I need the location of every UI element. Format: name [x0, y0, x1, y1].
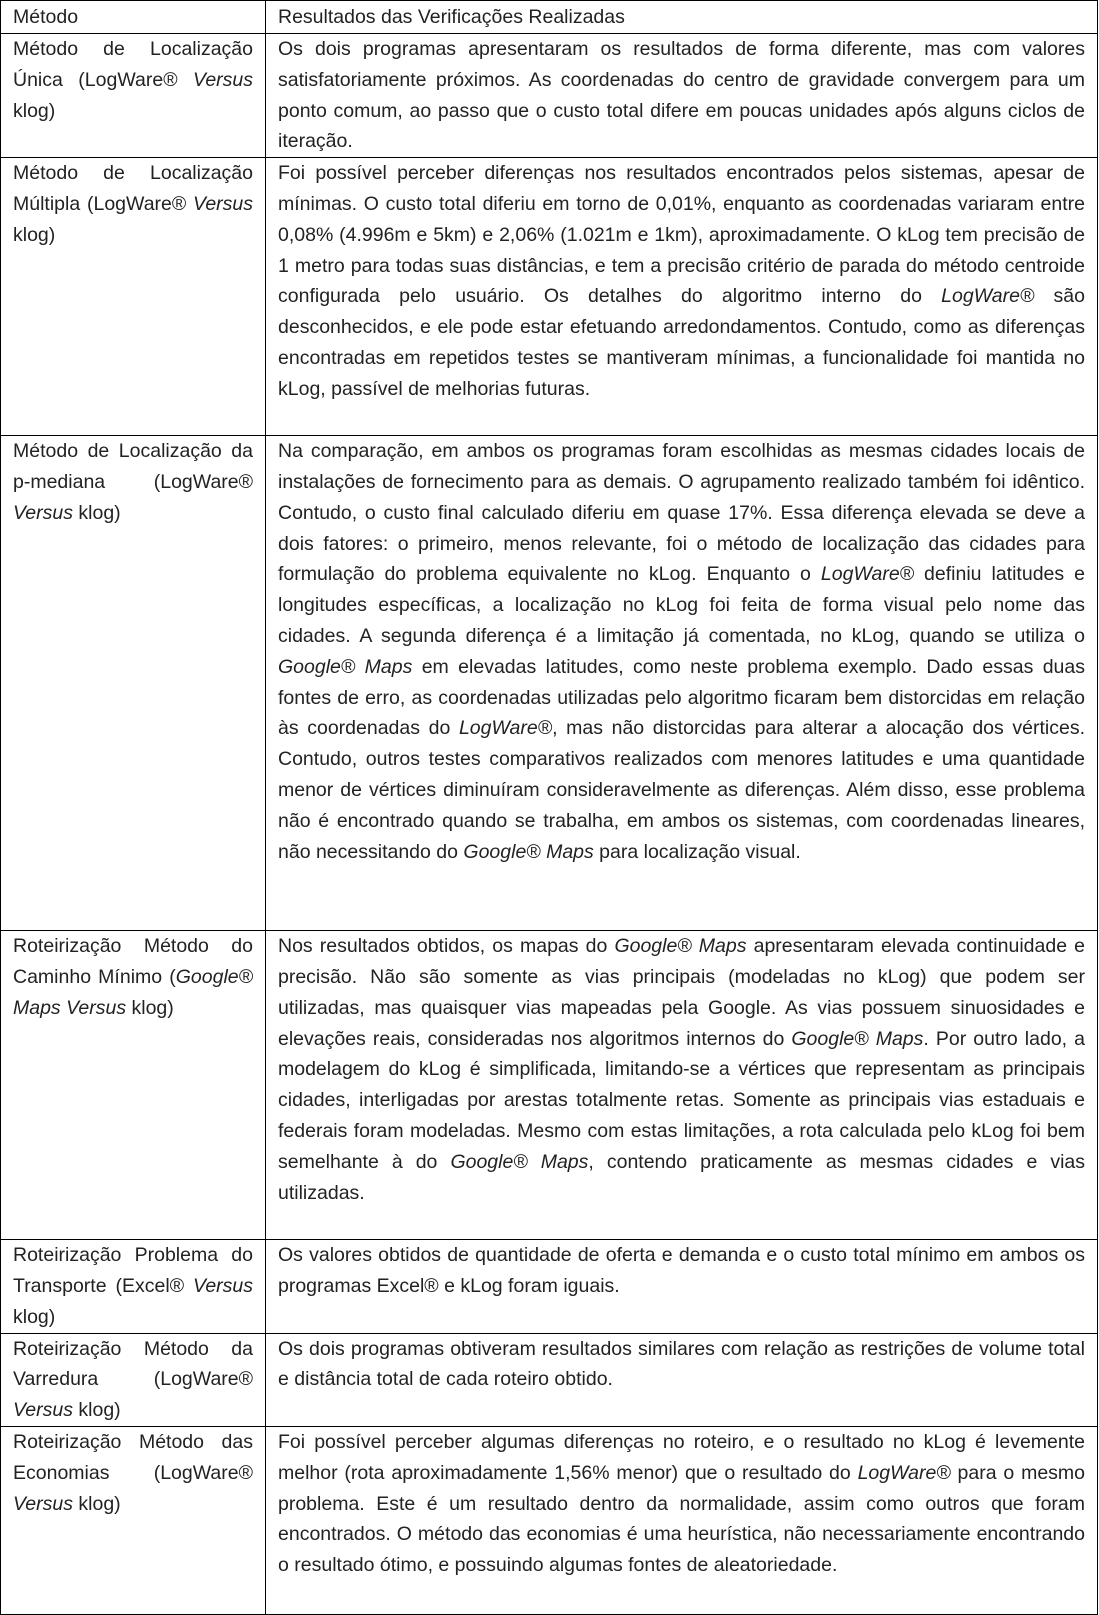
- italic-text: Google® Maps: [463, 840, 594, 863]
- italic-text: Versus: [13, 1399, 73, 1422]
- result-cell: [266, 931, 1098, 1240]
- text: Os dois programas obtiveram resultados similares com relação as restrições de volume total e distância total de cada roteiro obtido.: [278, 1337, 1085, 1391]
- text: Foi possível perceber diferenças nos resultados encontrados pelos sistemas, apesar de mínimas. O custo total diferiu em torno de 0,01%, enquanto as coordenadas variaram entre 0,08% (4.996m e 5km) e 2,06% (1.021m e 1km), aproximadamente. O kLog tem precisão de 1 metro para todas suas distâncias, e tem a precisão critério de parada do método centroide configurada pelo usuário. Os detalhes do algoritmo interno do: [278, 162, 1085, 308]
- text: klog): [13, 99, 56, 122]
- text: Roteirização Método da Varredura (LogWare®: [13, 1337, 253, 1391]
- text: Método de Localização da p-mediana (LogWare®: [13, 440, 253, 493]
- method-cell: [1, 34, 266, 158]
- table-row: [1, 1426, 1098, 1614]
- result-cell: [266, 34, 1098, 158]
- table-row: [1, 931, 1098, 1240]
- text: para o mesmo problema. Este é um resultado dentro da normalidade, assim como outros que foram encontrados. O método das economias é uma heurística, não necessariamente encontrando o resultado ótimo, e possuindo algumas fontes de aleatoriedade.: [278, 1461, 1085, 1577]
- method-cell: [1, 1426, 266, 1614]
- text: klog): [13, 1305, 56, 1328]
- text: Roteirização Método do Caminho Mínimo (: [13, 935, 253, 988]
- method-cell: [1, 158, 266, 436]
- table-row: [1, 1333, 1098, 1426]
- text: Roteirização Problema do Transporte (Excel®: [13, 1244, 253, 1297]
- italic-text: Google® Maps: [450, 1150, 589, 1173]
- result-cell: [266, 1426, 1098, 1614]
- header-results: Resultados das Verificações Realizadas: [266, 1, 1098, 34]
- text: definiu latitudes e longitudes específicas, a localização no kLog foi feita de forma visual pelo nome das cidades. A segunda diferença é a limitação já comentada, no kLog, quando se utiliza o: [278, 563, 1085, 647]
- text: Método de Localização Única (LogWare®: [13, 38, 253, 91]
- italic-text: LogWare®: [857, 1461, 951, 1484]
- text: . Por outro lado, a modelagem do kLog é simplificada, limitando-se a vértices que representam as principais cidades, interligadas por arestas totalmente retas. Somente as principais vias estaduais e federais foram modeladas. Mesmo com estas limitações, a rota calculada pelo kLog foi bem semelhante à do: [278, 1027, 1085, 1173]
- result-cell: [266, 436, 1098, 931]
- text: para localização visual.: [593, 840, 801, 863]
- text: , contendo praticamente as mesmas cidades e vias utilizadas.: [278, 1150, 1085, 1204]
- text: klog): [72, 1492, 121, 1515]
- italic-text: LogWare®: [820, 563, 915, 586]
- italic-text: Google® Maps: [614, 935, 747, 958]
- result-cell: [266, 1240, 1098, 1333]
- method-cell: [1, 436, 266, 931]
- text: são desconhecidos, e ele pode estar efetuando arredondamentos. Contudo, como as diferenças encontradas em repetidos testes se mantiveram mínimas, a funcionalidade foi mantida no kLog, passível de melhorias futuras.: [278, 285, 1085, 400]
- italic-text: Versus: [193, 68, 253, 91]
- header-method: Método: [1, 1, 266, 34]
- table-row: [1, 436, 1098, 931]
- italic-text: LogWare®: [941, 285, 1035, 308]
- method-cell: [1, 1333, 266, 1426]
- italic-text: Versus: [193, 192, 253, 215]
- result-cell: [266, 158, 1098, 436]
- text: apresentaram elevada continuidade e precisão. Não são somente as vias principais (modeladas no kLog) que podem ser utilizadas, mas quaisquer vias mapeadas pela Google. As vias possuem sinuosidades e elevações reais, consideradas nos algoritmos internos do: [278, 935, 1085, 1050]
- text: Roteirização Método das Economias (LogWare®: [13, 1430, 253, 1484]
- italic-text: LogWare®: [458, 717, 553, 740]
- italic-text: Google® Maps: [791, 1027, 924, 1050]
- italic-text: Versus: [13, 1492, 73, 1515]
- table-row: [1, 158, 1098, 436]
- table-row: [1, 1240, 1098, 1333]
- italic-text: Versus: [13, 501, 73, 524]
- text: klog): [72, 1399, 121, 1422]
- text: Os dois programas apresentaram os resultados de forma diferente, mas com valores satisfatoriamente próximos. As coordenadas do centro de gravidade convergem para um ponto comum, ao passo que o custo total difere em poucas unidades após alguns ciclos de iteração.: [278, 38, 1085, 153]
- italic-text: Google® Maps: [278, 655, 413, 678]
- text: , mas não distorcidas para alterar a alocação dos vértices. Contudo, outros testes comparativos realizados com menores latitudes e uma quantidade menor de vértices diminuíram consideravelmente as diferenças. Além disso, esse problema não é encontrado quando se trabalha, em ambos os sistemas, com coordenadas lineares, não necessitando do: [278, 717, 1085, 863]
- text: Nos resultados obtidos, os mapas do: [278, 935, 615, 958]
- text: klog): [13, 223, 56, 246]
- text: klog): [126, 996, 174, 1019]
- result-cell: [266, 1333, 1098, 1426]
- table-header-row: [1, 1, 1098, 34]
- italic-text: Versus: [193, 1274, 253, 1297]
- text: em elevadas latitudes, como neste problema exemplo. Dado essas duas fontes de erro, as coordenadas utilizadas pelo algoritmo ficaram bem distorcidas em relação às coordenadas do: [278, 655, 1085, 740]
- text: Os valores obtidos de quantidade de oferta e demanda e o custo total mínimo em ambos os programas Excel® e kLog foram iguais.: [278, 1244, 1085, 1297]
- text: klog): [72, 501, 121, 524]
- method-cell: [1, 1240, 266, 1333]
- italic-text: Google® Maps Versus: [13, 965, 253, 1019]
- table-row: [1, 34, 1098, 158]
- text: Foi possível perceber algumas diferenças no roteiro, e o resultado no kLog é levemente melhor (rota aproximadamente 1,56% menor) que o resultado do: [278, 1430, 1085, 1484]
- text: Na comparação, em ambos os programas foram escolhidas as mesmas cidades locais de instalações de fornecimento para as demais. O agrupamento realizado também foi idêntico. Contudo, o custo final calculado diferiu em quase 17%. Essa diferença elevada se deve a dois fatores: o primeiro, menos relevante, foi o método de localização das cidades para formulação do problema equivalente no kLog. Enquanto o: [278, 440, 1085, 586]
- text: Método de Localização Múltipla (LogWare®: [13, 162, 253, 215]
- method-cell: [1, 931, 266, 1240]
